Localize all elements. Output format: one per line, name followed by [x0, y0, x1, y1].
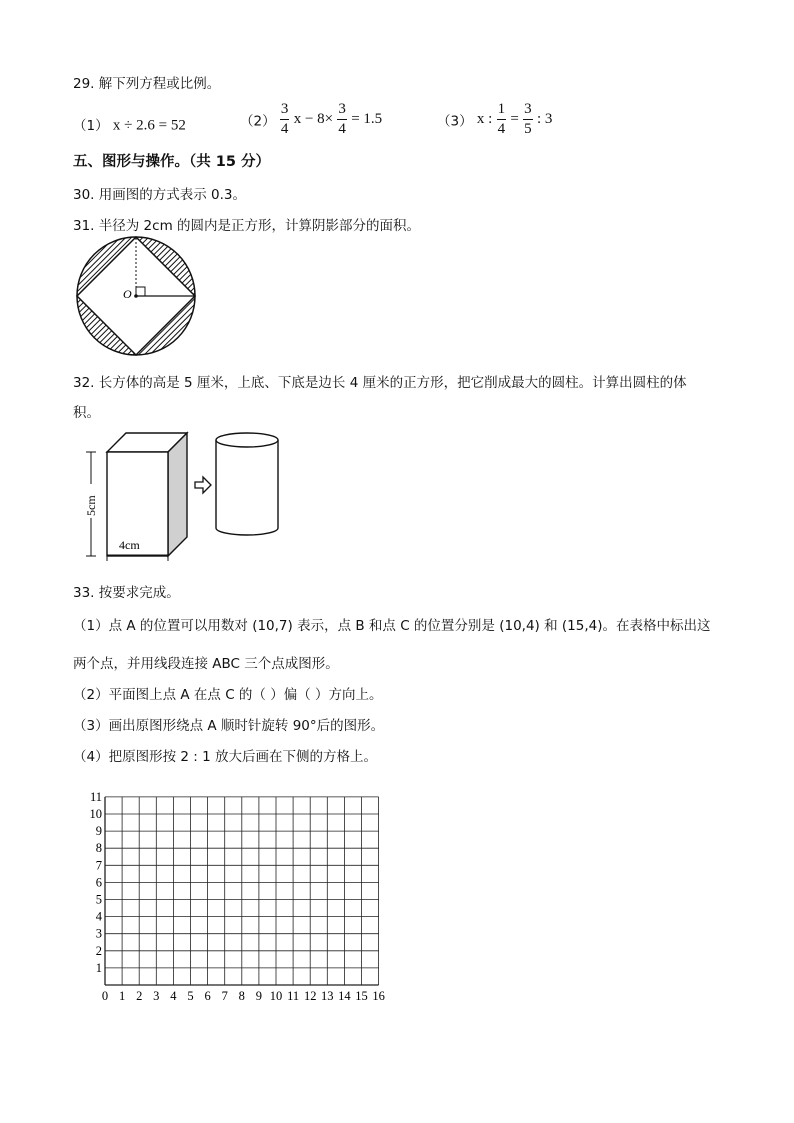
x-axis-label: 9	[255, 989, 263, 1003]
y-axis-label: 7	[95, 858, 102, 873]
q29-part1	[73, 114, 186, 135]
y-axis-label: 5	[95, 892, 102, 907]
x-axis-label: 11	[287, 989, 300, 1003]
x-axis-label: 5	[187, 989, 194, 1003]
q29-part2-end: = 1.5	[351, 111, 383, 127]
x-axis-label: 14	[338, 989, 351, 1003]
y-axis-label: 4	[95, 909, 102, 924]
q31-text: 31. 半径为 2cm 的圆内是正方形，计算阴影部分的面积。	[73, 218, 421, 234]
q32-figure	[75, 428, 290, 563]
cylinder	[216, 433, 278, 535]
x-axis-label: 12	[303, 989, 317, 1003]
x-axis-label: 1	[118, 989, 126, 1003]
frac-numerator: 3	[337, 102, 347, 120]
q31-circle-figure	[70, 236, 202, 368]
y-axis-label: 3	[95, 926, 102, 941]
x-axis-label: 7	[221, 989, 228, 1003]
q29-part2-frac1	[280, 102, 290, 137]
x-axis-label: 0	[101, 989, 109, 1003]
center-point	[134, 294, 138, 298]
q29-part3-eq: =	[510, 111, 519, 127]
q29-part2-frac2	[337, 102, 347, 137]
q29-part1-label: （1）	[73, 118, 109, 134]
x-axis-label: 4	[170, 989, 177, 1003]
q33-part1-line1: （1）点 A 的位置可以用数对 (10,7) 表示，点 B 和点 C 的位置分别是 (10,4) 和 (15,4)。在表格中标出这	[73, 618, 711, 634]
x-axis-label: 15	[355, 989, 368, 1003]
q29-part3	[437, 102, 552, 137]
x-axis-label: 16	[372, 989, 385, 1003]
q29-part2-label: （2）	[240, 113, 276, 130]
q32-line1: 32. 长方体的高是 5 厘米，上底、下底是边长 4 厘米的正方形，把它削成最大的圆柱。计算出圆柱的体	[73, 375, 687, 391]
y-axis-label: 11	[89, 790, 102, 804]
grid-lines	[105, 797, 379, 985]
q32-line2: 积。	[73, 405, 100, 421]
x-axis-labels	[102, 989, 385, 1003]
q33-title: 33. 按要求完成。	[73, 585, 180, 601]
q29-part3-start: x :	[476, 111, 493, 127]
q29-part2	[240, 102, 382, 137]
q33-part2: （2）平面图上点 A 在点 C 的（ ）偏（ ）方向上。	[73, 687, 383, 703]
q29-part3-label: （3）	[437, 113, 473, 130]
q30-text: 30. 用画图的方式表示 0.3。	[73, 187, 247, 203]
q29-part2-mid: x − 8×	[293, 111, 334, 127]
q29-title: 29. 解下列方程或比例。	[73, 76, 221, 92]
width-label: 4cm	[119, 538, 140, 552]
frac-numerator: 3	[523, 102, 533, 120]
y-axis-label: 6	[95, 875, 102, 890]
height-label: 5cm	[84, 495, 98, 516]
section-5-title: 五、图形与操作。（共 15 分）	[73, 154, 271, 170]
y-axis-label: 8	[95, 841, 102, 856]
y-axis-label: 1	[95, 960, 102, 975]
frac-denominator: 5	[524, 121, 532, 137]
q29-part1-expr: x ÷ 2.6 = 52	[112, 117, 186, 134]
frac-denominator: 4	[338, 121, 346, 137]
q29-part3-frac2	[523, 102, 533, 137]
center-label: O	[123, 287, 132, 301]
arrow-right-icon	[195, 477, 211, 493]
y-axis-label: 2	[95, 943, 102, 958]
coordinate-grid	[85, 790, 395, 1005]
x-axis-label: 8	[238, 989, 245, 1003]
q29-part3-end: : 3	[536, 111, 553, 127]
y-axis-labels	[90, 790, 103, 975]
x-axis-label: 2	[136, 989, 143, 1003]
x-axis-label: 10	[269, 989, 283, 1003]
frac-numerator: 1	[497, 102, 507, 120]
x-axis-label: 13	[321, 989, 334, 1003]
q29-part3-frac1	[497, 102, 507, 137]
y-axis-label: 9	[95, 824, 102, 839]
frac-numerator: 3	[280, 102, 290, 120]
q33-part4: （4）把原图形按 2 : 1 放大后画在下侧的方格上。	[73, 749, 377, 765]
frac-denominator: 4	[497, 121, 506, 137]
y-axis-label: 10	[89, 807, 102, 821]
x-axis-label: 3	[153, 989, 160, 1003]
frac-denominator: 4	[280, 121, 289, 137]
q33-part3: （3）画出原图形绕点 A 顺时针旋转 90°后的图形。	[73, 718, 385, 734]
height-dimension	[83, 452, 99, 556]
x-axis-label: 6	[204, 989, 211, 1003]
q33-part1-line2: 两个点，并用线段连接 ABC 三个点成图形。	[73, 656, 339, 672]
